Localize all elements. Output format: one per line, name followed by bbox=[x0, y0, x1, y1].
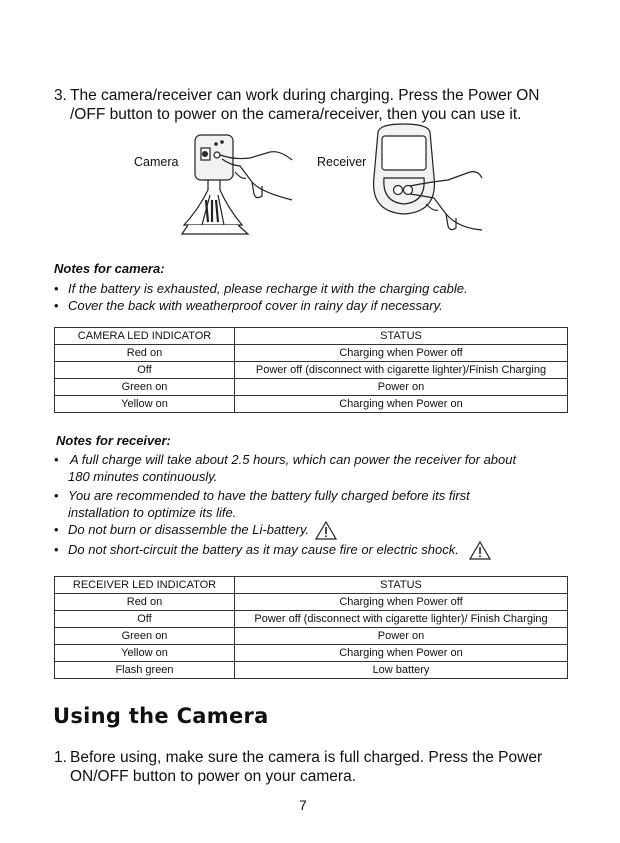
receiver-led-table bbox=[54, 576, 568, 679]
table-cell: Power off (disconnect with cigarette lighter)/ Finish Charging bbox=[235, 611, 568, 628]
warning-icon bbox=[315, 521, 337, 540]
step-3 bbox=[54, 86, 540, 124]
table-row bbox=[55, 362, 568, 379]
step-text-line2: ON/OFF button to power on your camera. bbox=[70, 768, 357, 785]
bullet-icon: • bbox=[54, 281, 59, 296]
table-row bbox=[55, 628, 568, 645]
step-text-line1: The camera/receiver can work during charging. Press the Power ON bbox=[70, 87, 540, 104]
table-row bbox=[55, 379, 568, 396]
table-row bbox=[55, 345, 568, 362]
camera-notes-title: Notes for camera: bbox=[54, 261, 165, 276]
table-cell: Charging when Power on bbox=[235, 396, 568, 413]
receiver-notes-title: Notes for receiver: bbox=[56, 433, 171, 448]
receiver-note-item: • A full charge will take about 2.5 hours, which can power the receiver for about 180 minutes continuously. bbox=[54, 452, 517, 484]
table-cell: Charging when Power on bbox=[235, 645, 568, 662]
bullet-icon: • bbox=[54, 452, 59, 467]
table-row bbox=[55, 594, 568, 611]
table-cell: Power on bbox=[235, 379, 568, 396]
step-text-line1: Before using, make sure the camera is full charged. Press the Power bbox=[70, 749, 543, 766]
table-header-row bbox=[55, 577, 568, 594]
table-header-row bbox=[55, 328, 568, 345]
receiver-note-item: • Do not short-circuit the battery as it may cause fire or electric shock. bbox=[54, 541, 491, 560]
step-1 bbox=[54, 748, 542, 786]
camera-illustration bbox=[180, 130, 295, 240]
receiver-illustration bbox=[368, 122, 483, 240]
receiver-label: Receiver bbox=[317, 155, 367, 169]
camera-note-item: • Cover the back with weatherproof cover in rainy day if necessary. bbox=[54, 298, 443, 313]
table-cell: Green on bbox=[55, 628, 235, 645]
table-cell: Red on bbox=[55, 345, 235, 362]
table-cell: Off bbox=[55, 611, 235, 628]
bullet-icon: • bbox=[54, 298, 59, 313]
bullet-icon: • bbox=[54, 488, 59, 503]
camera-label: Camera bbox=[134, 155, 179, 169]
step-number: 3. bbox=[54, 87, 67, 104]
camera-note-item: • If the battery is exhausted, please recharge it with the charging cable. bbox=[54, 281, 468, 296]
receiver-note-item: • Do not burn or disassemble the Li-battery. bbox=[54, 521, 337, 540]
table-cell: Yellow on bbox=[55, 396, 235, 413]
camera-led-table bbox=[54, 327, 568, 413]
table-cell: Red on bbox=[55, 594, 235, 611]
table-header-cell: STATUS bbox=[235, 577, 568, 594]
bullet-icon: • bbox=[54, 542, 59, 557]
table-cell: Yellow on bbox=[55, 645, 235, 662]
step-number: 1. bbox=[54, 749, 67, 766]
table-header-cell: RECEIVER LED INDICATOR bbox=[55, 577, 235, 594]
table-cell: Charging when Power off bbox=[235, 594, 568, 611]
table-cell: Low battery bbox=[235, 662, 568, 679]
table-row bbox=[55, 662, 568, 679]
table-cell: Flash green bbox=[55, 662, 235, 679]
table-header-cell: STATUS bbox=[235, 328, 568, 345]
table-row bbox=[55, 611, 568, 628]
table-cell: Power off (disconnect with cigarette lighter)/Finish Charging bbox=[235, 362, 568, 379]
receiver-note-item: • You are recommended to have the battery fully charged before its first installation to optimize its life. bbox=[54, 488, 470, 520]
bullet-icon: • bbox=[54, 522, 59, 537]
table-cell: Charging when Power off bbox=[235, 345, 568, 362]
warning-icon bbox=[469, 541, 491, 560]
section-title: Using the Camera bbox=[53, 704, 269, 728]
page-number: 7 bbox=[299, 797, 307, 813]
table-row bbox=[55, 396, 568, 413]
table-cell: Power on bbox=[235, 628, 568, 645]
step-text-line2: /OFF button to power on the camera/receiver, then you can use it. bbox=[70, 106, 522, 123]
table-cell: Green on bbox=[55, 379, 235, 396]
table-cell: Off bbox=[55, 362, 235, 379]
table-header-cell: CAMERA LED INDICATOR bbox=[55, 328, 235, 345]
table-row bbox=[55, 645, 568, 662]
